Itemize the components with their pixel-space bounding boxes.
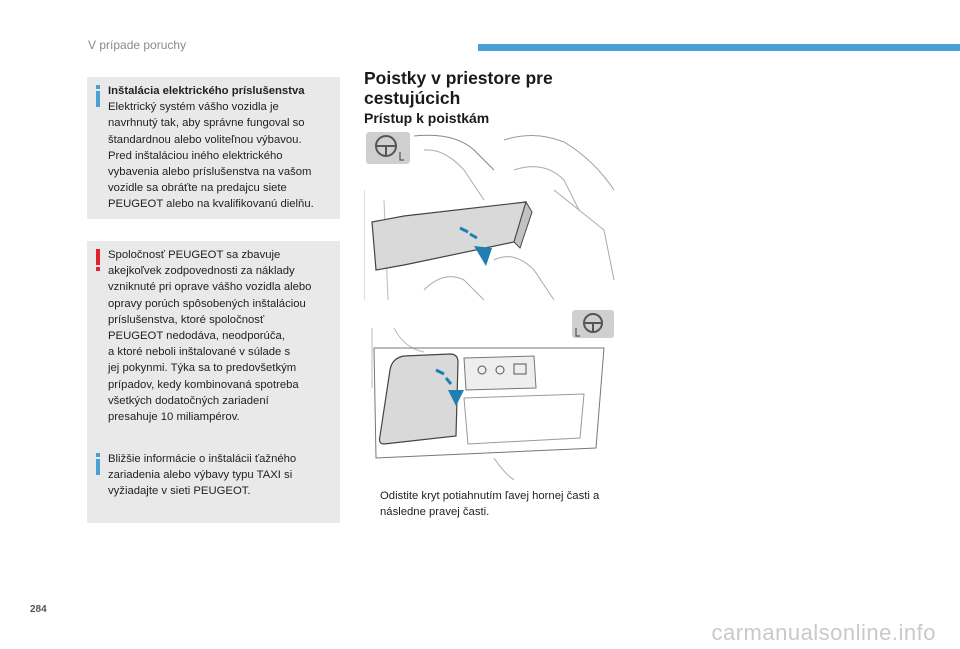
page-number: 284 [30, 604, 47, 615]
info-box-line: Bližšie informácie o inštalácii ťažného [108, 453, 297, 465]
warning-box-line: akejkoľvek zodpovednosti za náklady [108, 265, 295, 278]
illustration-dashboard [364, 130, 616, 302]
steering-wheel-icon [572, 310, 614, 338]
step-text-line: Odistite kryt potiahnutím ľavej hornej časti a [380, 490, 600, 502]
warning-box-line: opravy porúch spôsobených inštaláciou [108, 297, 306, 310]
info-box-line: Elektrický systém vášho vozidla je [108, 101, 279, 114]
info-box-towing [87, 445, 340, 523]
info-box-line: zariadenia alebo výbavy typu TAXI si [108, 469, 293, 482]
info-box-line: vybavenia alebo príslušenstva na vašom [108, 166, 312, 179]
page-title [364, 68, 624, 108]
info-box-line: vyžiadajte v sieti PEUGEOT. [108, 485, 251, 498]
section-header: V prípade poruchy [88, 38, 187, 52]
section-subtitle: Prístup k poistkám [364, 110, 490, 126]
warning-box-liability [87, 241, 340, 455]
info-box-line: PEUGEOT alebo na kvalifikovanú dielňu. [108, 198, 314, 211]
steering-wheel-icon [366, 132, 410, 164]
warning-box-line: a ktoré neboli inštalované v súlade s [108, 346, 291, 359]
warning-icon [95, 249, 101, 271]
page-title-line: cestujúcich [364, 88, 461, 108]
instruction-step [364, 488, 626, 520]
page-title-line: Poistky v priestore pre [364, 68, 553, 88]
info-box-line: navrhnutý tak, aby správne fungoval so [108, 117, 305, 130]
warning-box-line: všetkých dodatočných zariadení [108, 394, 269, 407]
info-box-line: vozidle sa obráťte na predajcu siete [108, 182, 287, 195]
info-box-line: Pred inštaláciou iného elektrického [108, 149, 283, 162]
info-box-title: Inštalácia elektrického príslušenstva [108, 85, 305, 97]
warning-box-line: presahuje 10 miliampérov. [108, 411, 240, 424]
watermark: carmanualsonline.info [711, 620, 936, 645]
illustration-fuse-cover [364, 308, 616, 480]
step-text-line: následne pravej časti. [380, 506, 490, 518]
warning-box-line: prípadov, kedy kombinovaná spotreba [108, 378, 299, 391]
info-icon [95, 453, 101, 475]
info-icon [95, 85, 101, 107]
warning-box-line: vzniknuté pri oprave vášho vozidla alebo [108, 281, 312, 294]
warning-box-line: Spoločnosť PEUGEOT sa zbavuje [108, 249, 281, 261]
warning-box-line: jej pokynmi. Týka sa to predovšetkým [108, 362, 297, 375]
warning-box-line: PEUGEOT nedodáva, neodporúča, [108, 330, 285, 343]
header-accent-bar [478, 44, 960, 51]
info-box-line: štandardnou alebo voliteľnou výbavou. [108, 133, 302, 146]
info-box-electrical [87, 77, 340, 219]
warning-box-line: príslušenstva, ktoré spoločnosť [108, 313, 265, 326]
